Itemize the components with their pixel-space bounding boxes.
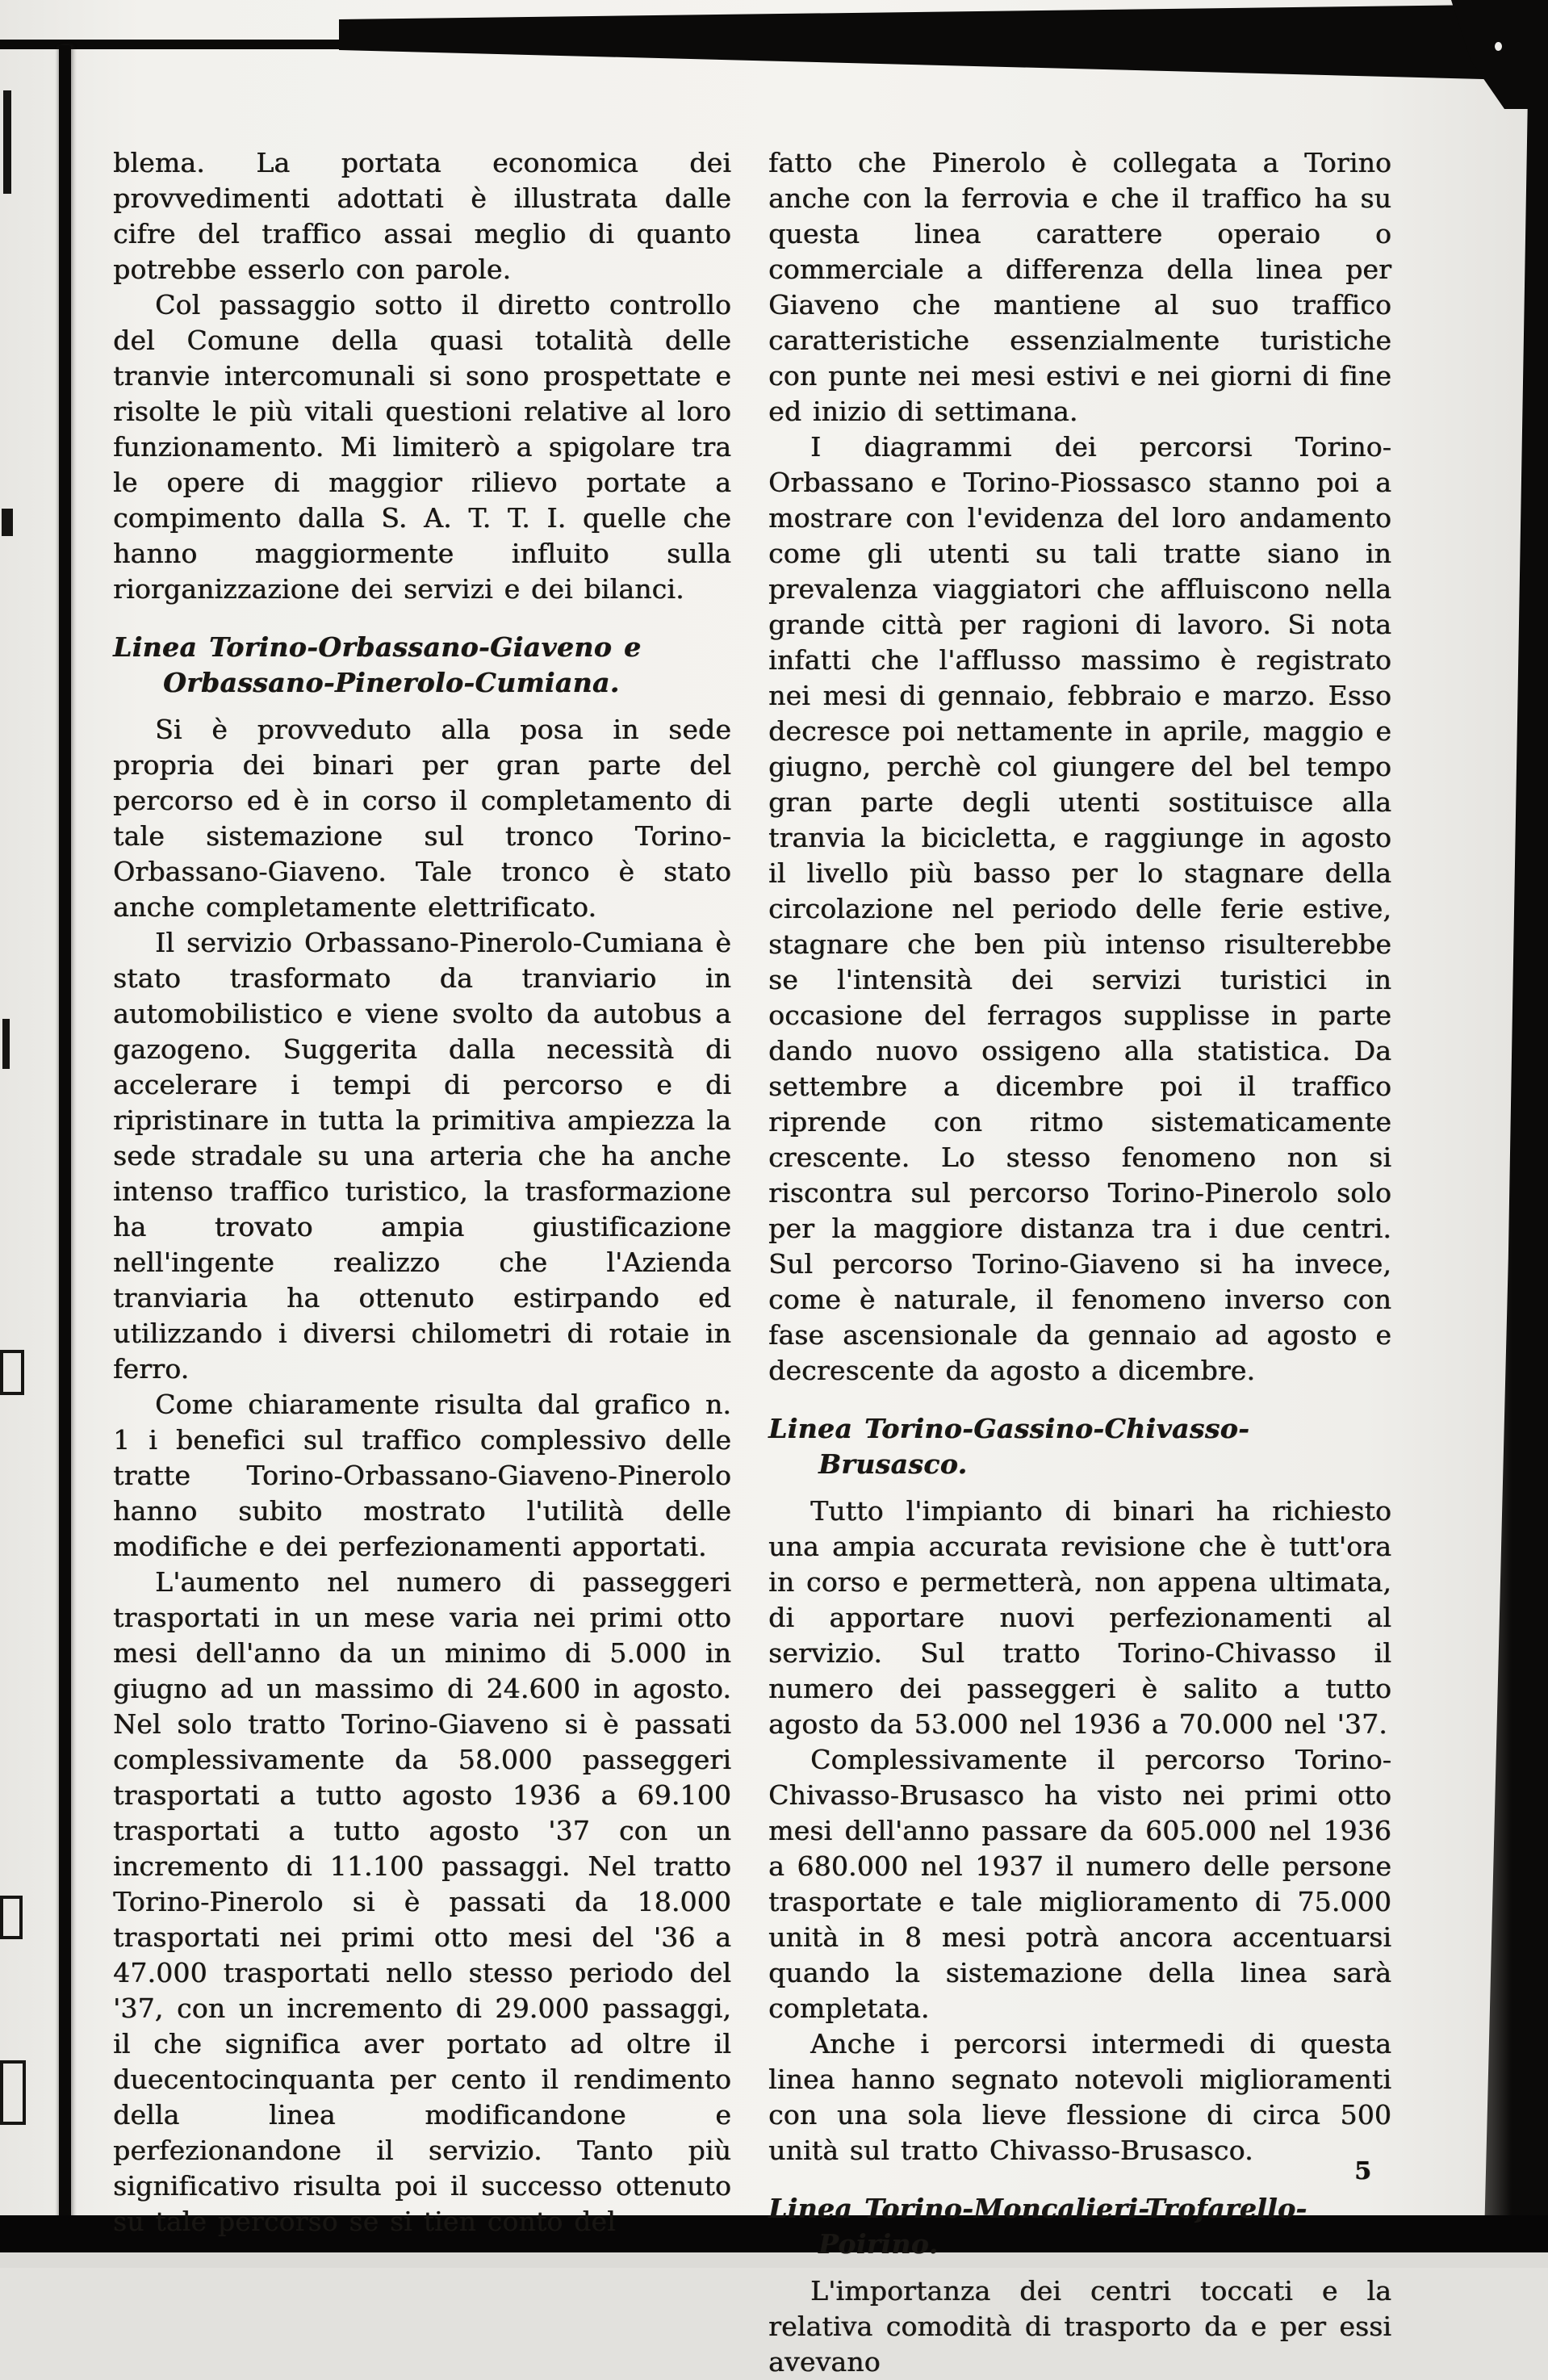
left-paragraph-6: L'aumento nel numero di passeggeri trasportati in un mese varia nei primi otto mesi dell'anno da un minimo di 5.000 in giugno ad un massimo di 24.600 in agosto. Nel solo tratto Torino-Giaveno si è passati complessivamente da 58.000 passeggeri trasportati a tutto agosto 1936 a 69.100 trasportati a tutto agosto '37 con un incremento di 11.100 passaggi. Nel tratto Torino-Pinerolo si è passati da 18.000 trasportati nei primi otto mesi del '36 a 47.000 trasportati nello stesso periodo del '37, con un incremento di 29.000 passaggi, il che significa aver portato ad oltre il duecentocinquanta per cento il rendimento della linea modificandone e perfezionandone il servizio. Tanto più significativo risulta poi il successo ottenuto su tale percorso se si tien conto del xyxy=(113,1566,731,2237)
section-heading-torino-orbassano-giaveno: Linea Torino-Orbassano-Giaveno e Orbassano-Pinerolo-Cumiana. xyxy=(113,631,642,698)
scan-artifact-1 xyxy=(3,90,11,194)
scan-artifact-4 xyxy=(0,1350,24,1395)
page-number: 5 xyxy=(1354,2157,1371,2185)
left-column xyxy=(113,145,731,2240)
scan-artifact-5 xyxy=(0,1896,23,1939)
scan-artifact-6 xyxy=(0,2060,26,2125)
right-paragraph-2: I diagrammi dei percorsi Torino-Orbassano e Torino-Piossasco stanno poi a mostrare con l'evidenza del loro andamento come gli utenti su tali tratte siano in prevalenza viaggiatori che affluiscono nella grande città per ragioni di lavoro. Si nota infatti che l'afflusso massimo è registrato nei mesi di gennaio, febbraio e marzo. Esso decresce poi nettamente in aprile, maggio e giugno, perchè col giungere del bel tempo gran parte degli utenti sostituisce alla tranvia la bicicletta, e raggiunge in agosto il livello più basso per lo stagnare della circolazione nel periodo delle ferie estive, stagnare che ben più intenso risulterebbe se l'intensità dei servizi turistici in occasione del ferragos supplisse in parte dando nuovo ossigeno alla statistica. Da settembre a dicembre poi il traffico riprende con ritmo sistematicamente crescente. Lo stesso fenomeno non si riscontra sul percorso Torino-Pinerolo solo per la maggiore distanza tra i due centri. Sul percorso Torino-Giaveno si ha invece, come è naturale, il fenomeno inverso con fase ascensionale da gennaio ad agosto e decrescente da agosto a dicembre. xyxy=(768,431,1391,1386)
left-paragraph-4: Il servizio Orbassano-Pinerolo-Cumiana è stato trasformato da tranviario in automobilistico e viene svolto da autobus a gazogeno. Suggerita dalla necessità di accelerare i tempi di percorso e di ripristinare in tutta la primitiva ampiezza la sede stradale su una arteria che ha anche intenso traffico turistico, la trasformazione ha trovato ampia giustificazione nell'ingente realizzo che l'Azienda tranviaria ha ottenuto estirpando ed utilizzando i diversi chilometri di rotaie in ferro. xyxy=(113,927,731,1385)
scan-artifact-3 xyxy=(2,1019,10,1069)
right-paragraph-5: Anche i percorsi intermedi di questa linea hanno segnato notevoli miglioramenti con una sola lieve flessione di circa 500 unità sul tratto Chivasso-Brusasco. xyxy=(768,2028,1391,2166)
right-column xyxy=(768,145,1391,2380)
section-heading-torino-moncalieri-trofarello: Linea Torino-Moncalieri-Trofarello-Poirino. xyxy=(768,2193,1307,2260)
left-paragraph-1: blema. La portata economica dei provvedimenti adottati è illustrata dalle cifre del traffico assai meglio di quanto potrebbe esserlo con parole. xyxy=(113,147,731,285)
left-paragraph-3: Si è provveduto alla posa in sede propria dei binari per gran parte del percorso ed è in corso il completamento di tale sistemazione sul tronco Torino-Orbassano-Giaveno. Tale tronco è stato anche completamente elettrificato. xyxy=(113,714,731,923)
left-paragraph-5: Come chiaramente risulta dal grafico n. 1 i benefici sul traffico complessivo delle tratte Torino-Orbassano-Giaveno-Pinerolo hanno subito mostrato l'utilità delle modifiche e dei perfezionamenti apportati. xyxy=(113,1389,731,1562)
left-paragraph-2: Col passaggio sotto il diretto controllo del Comune della quasi totalità delle tranvie intercomunali si sono prospettate e risolte le più vitali questioni relative al loro funzionamento. Mi limiterò a spigolare tra le opere di maggior rilievo portate a compimento dalla S. A. T. T. I. quelle che hanno maggiormente influito sulla riorganizzazione dei servizi e dei bilanci. xyxy=(113,289,731,605)
right-paragraph-1: fatto che Pinerolo è collegata a Torino anche con la ferrovia e che il traffico ha su questa linea carattere operaio o commerciale a differenza della linea per Giaveno che mantiene al suo traffico caratteristiche essenzialmente turistiche con punte nei mesi estivi e nei giorni di fine ed inizio di settimana. xyxy=(768,147,1391,427)
right-paragraph-3: Tutto l'impianto di binari ha richiesto una ampia accurata revisione che è tutt'ora in corso e permetterà, non appena ultimata, di apportare nuovi perfezionamenti al servizio. Sul tratto Torino-Chivasso il numero dei passeggeri è salito a tutto agosto da 53.000 nel 1936 a 70.000 nel '37. xyxy=(768,1495,1391,1740)
section-heading-torino-gassino-chivasso: Linea Torino-Gassino-Chivasso-Brusasco. xyxy=(768,1413,1250,1480)
scan-artifact-2 xyxy=(2,509,13,536)
right-paragraph-6: L'importanza dei centri toccati e la relativa comodità di trasporto da e per essi avevano xyxy=(768,2275,1391,2378)
scan-white-speck xyxy=(1495,42,1502,51)
scan-left-rule xyxy=(59,45,71,2225)
right-paragraph-4: Complessivamente il percorso Torino-Chivasso-Brusasco ha visto nei primi otto mesi dell'anno passare da 605.000 nel 1936 a 680.000 nel 1937 il numero delle persone trasportate e tale miglioramento di 75.000 unità in 8 mesi potrà ancora accentuarsi quando la sistemazione della linea sarà completata. xyxy=(768,1744,1391,2024)
